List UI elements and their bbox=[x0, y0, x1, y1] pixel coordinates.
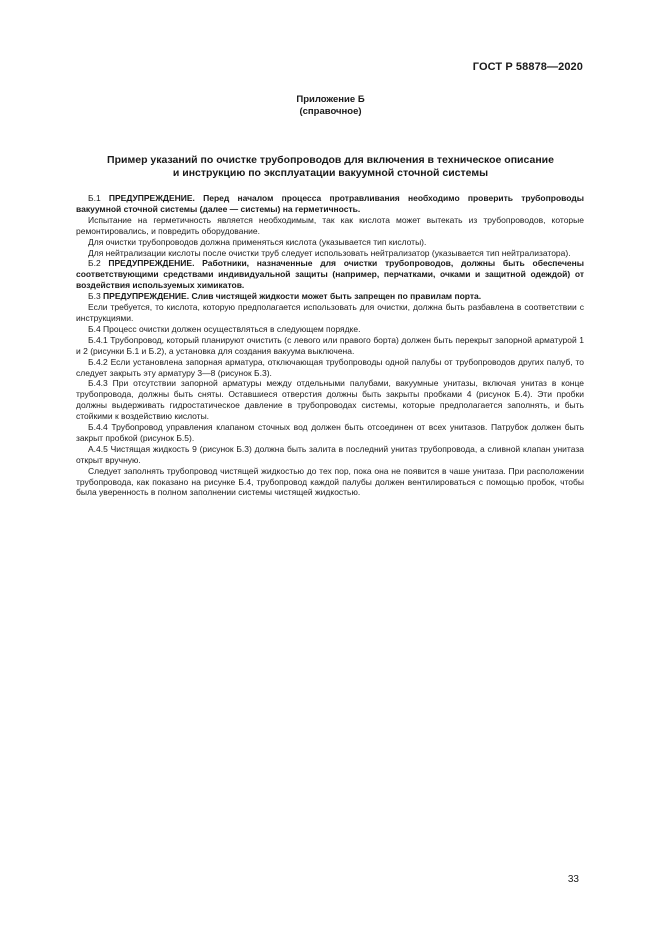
section-title bbox=[60, 154, 601, 180]
paragraph: Если требуется, то кислота, которую предполагается использовать для очистки, должна быть разбавлена в соответствии с инструкциями. bbox=[76, 302, 584, 323]
page-number: 33 bbox=[567, 874, 579, 885]
paragraph-a4-5: А.4.5 Чистящая жидкость 9 (рисунок Б.3) должна быть залита в последний унитаз трубопровода, а сливной клапан унитаза открыт вручную. bbox=[76, 443, 584, 465]
appendix-title: Приложение Б bbox=[296, 94, 365, 105]
paragraph-b4-2: Б.4.2 Если установлена запорная арматура, отключающая трубопроводы одной палубы от трубопроводов других палуб, то следует закрыть эту арматуру 3—8 (рисунок Б.3). bbox=[76, 356, 584, 378]
warning-text: ПРЕДУПРЕЖДЕНИЕ. Слив чистящей жидкости может быть запрещен по правилам порта. bbox=[103, 291, 482, 302]
warning-text: ПРЕДУПРЕЖДЕНИЕ. Перед началом процесса протравливания необходимо проверить трубопроводы вакуумной сточной системы (далее — системы) на герметичность. bbox=[76, 193, 584, 214]
clause-number: Б.1 bbox=[88, 193, 101, 203]
paragraph-b4-3: Б.4.3 При отсутствии запорной арматуры между отдельными палубами, вакуумные унитазы, включая унитаз в конце трубопровода, должны быть сняты. Оставшиеся отверстия должны быть закрыты пробками 4 (рисунок Б.4). Эти пробки должны выдерживать гидростатическое давление в трубопроводах системы, которые предполагается заполнять, и быть стойкими к воздействию кислоты. bbox=[76, 378, 584, 422]
paragraph-b2 bbox=[76, 258, 584, 291]
clause-number: Б.3 bbox=[88, 291, 101, 302]
paragraph-b4-4: Б.4.4 Трубопровод управления клапаном сточных вод должен быть отсоединен от всех унитазов. Патрубок должен быть закрыт пробкой (рисунок Б.5). bbox=[76, 422, 584, 443]
paragraph-b1 bbox=[76, 193, 584, 215]
appendix-type: (справочное) bbox=[299, 106, 362, 117]
section-title-line-1: Пример указаний по очистке трубопроводов для включения в техническое описание bbox=[107, 154, 554, 166]
paragraph-b4-1: Б.4.1 Трубопровод, который планируют очистить (с левого или правого борта) должен быть перекрыт запорной арматурой 1 и 2 (рисунки Б.1 и Б.2), а установка для создания вакуума выключена. bbox=[76, 334, 584, 356]
paragraph: Испытание на герметичность является необходимым, так как кислота может вытекать из трубопроводов, которые ремонтировались, и повредить оборудование. bbox=[76, 214, 584, 236]
paragraph: Для нейтрализации кислоты после очистки труб следует использовать нейтрализатор (указывается тип нейтрализатора). bbox=[88, 247, 571, 258]
paragraph: Для очистки трубопроводов должна применяться кислота (указывается тип кислоты). bbox=[88, 236, 427, 247]
paragraph: Следует заполнять трубопровод чистящей жидкостью до тех пор, пока она не появится в чаше унитаза. При расположении трубопровода, как показано на рисунке Б.4, трубопровод каждой палубы должен вентилироваться с помощью пробок, чтобы была уверенность в полном заполнении системы чистящей жидкостью. bbox=[76, 465, 584, 498]
paragraph-b4: Б.4 Процесс очистки должен осуществляться в следующем порядке. bbox=[88, 323, 361, 334]
body-text bbox=[76, 193, 584, 498]
appendix-heading bbox=[0, 94, 661, 118]
warning-text: ПРЕДУПРЕЖДЕНИЕ. Работники, назначенные для очистки трубопроводов, должны быть обеспечены соответствующими средствами индивидуальной защиты (например, перчатками, очками и защитной одеждой) от воздействия используемых химикатов. bbox=[76, 258, 584, 291]
clause-number: Б.2 bbox=[88, 258, 101, 269]
paragraph-b3 bbox=[76, 291, 584, 302]
document-code: ГОСТ Р 58878—2020 bbox=[472, 61, 583, 73]
section-title-line-2: и инструкцию по эксплуатации вакуумной сточной системы bbox=[172, 167, 489, 179]
